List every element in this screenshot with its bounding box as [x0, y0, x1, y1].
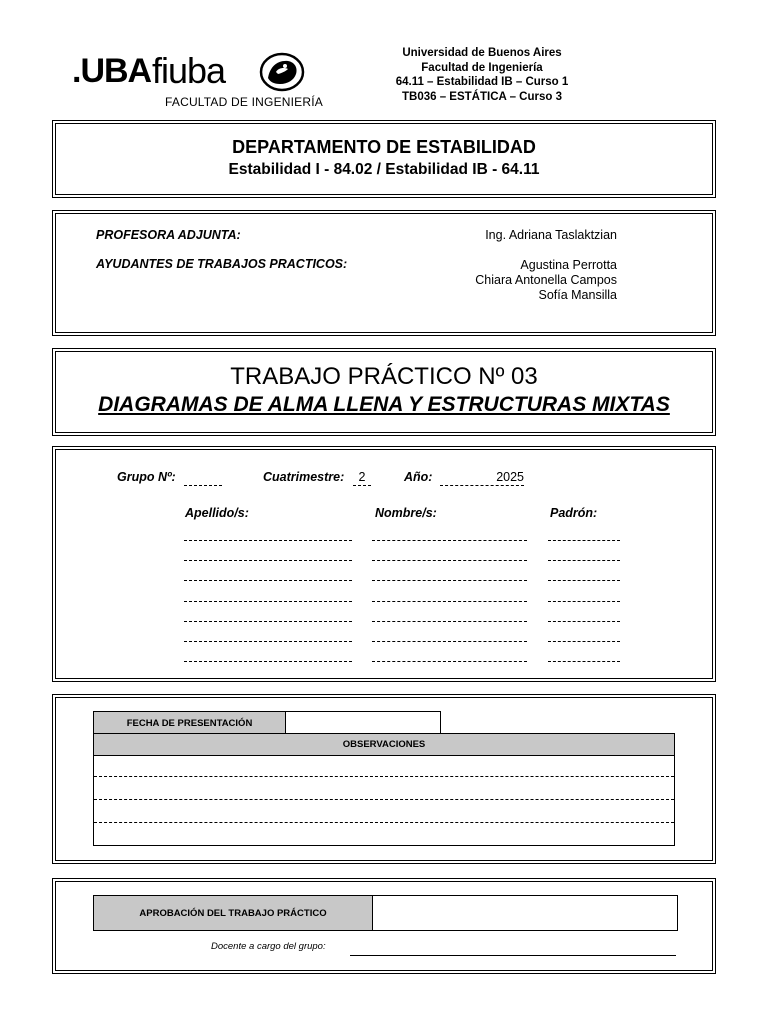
- nombre-column-header: Nombre/s:: [375, 506, 437, 520]
- department-box: [52, 120, 716, 198]
- professor-label: PROFESORA ADJUNTA:: [96, 228, 241, 242]
- anio-label: Año:: [404, 470, 433, 484]
- docente-signature-line[interactable]: [350, 955, 676, 956]
- grupo-label: Grupo Nº:: [117, 470, 176, 484]
- institution-block: [372, 46, 592, 104]
- nombre-field[interactable]: [372, 661, 527, 662]
- apellido-field[interactable]: [184, 621, 352, 622]
- assistant-name: Sofía Mansilla: [538, 288, 617, 302]
- cuatrimestre-label: Cuatrimestre:: [263, 470, 345, 484]
- department-subtitle: Estabilidad I - 84.02 / Estabilidad IB - 64.11: [228, 161, 540, 178]
- approval-field[interactable]: [373, 896, 678, 931]
- apellido-field[interactable]: [184, 601, 352, 602]
- anio-field[interactable]: 2025: [440, 470, 524, 486]
- tp-title: TRABAJO PRÁCTICO Nº 03: [230, 363, 538, 390]
- observaciones-line: [94, 776, 674, 777]
- nombre-field[interactable]: [372, 641, 527, 642]
- assistants-label: AYUDANTES DE TRABAJOS PRACTICOS:: [96, 257, 348, 271]
- nombre-field[interactable]: [372, 621, 527, 622]
- padron-field[interactable]: [548, 621, 620, 622]
- padron-field[interactable]: [548, 661, 620, 662]
- apellido-field[interactable]: [184, 641, 352, 642]
- apellido-column-header: Apellido/s:: [185, 506, 249, 520]
- nombre-field[interactable]: [372, 540, 527, 541]
- padron-field[interactable]: [548, 641, 620, 642]
- padron-field[interactable]: [548, 560, 620, 561]
- approval-label: APROBACIÓN DEL TRABAJO PRÁCTICO: [94, 896, 373, 931]
- approval-table: [93, 895, 678, 931]
- observaciones-header: OBSERVACIONES: [93, 733, 675, 756]
- apellido-field[interactable]: [184, 540, 352, 541]
- docente-label: Docente a cargo del grupo:: [211, 941, 326, 952]
- tp-subtitle: DIAGRAMAS DE ALMA LLENA Y ESTRUCTURAS MIXTAS: [98, 393, 670, 416]
- observaciones-area[interactable]: [93, 755, 675, 846]
- department-title: DEPARTAMENTO DE ESTABILIDAD: [232, 137, 536, 157]
- fecha-field[interactable]: [286, 712, 441, 736]
- apellido-field[interactable]: [184, 580, 352, 581]
- institution-line: TB036 – ESTÁTICA – Curso 3: [402, 90, 562, 103]
- fecha-label: FECHA DE PRESENTACIÓN: [94, 712, 286, 736]
- observaciones-line: [94, 822, 674, 823]
- grupo-field[interactable]: [184, 470, 222, 486]
- logo-fiuba-text: fiuba: [152, 50, 226, 91]
- group-box: [52, 446, 716, 682]
- nombre-field[interactable]: [372, 601, 527, 602]
- professor-name: Ing. Adriana Taslaktzian: [485, 228, 617, 242]
- institution-line: Universidad de Buenos Aires: [402, 47, 562, 59]
- approval-box: [52, 878, 716, 974]
- nombre-field[interactable]: [372, 580, 527, 581]
- tp-box: [52, 348, 716, 436]
- staff-box: [52, 210, 716, 336]
- fiuba-seal-icon: [258, 52, 306, 92]
- logo-subtitle: FACULTAD DE INGENIERÍA: [165, 95, 323, 109]
- observaciones-line: [94, 799, 674, 800]
- padron-field[interactable]: [548, 580, 620, 581]
- padron-field[interactable]: [548, 601, 620, 602]
- logo-uba-text: .UBA: [72, 52, 152, 90]
- nombre-field[interactable]: [372, 560, 527, 561]
- institution-line: 64.11 – Estabilidad IB – Curso 1: [395, 76, 569, 88]
- apellido-field[interactable]: [184, 661, 352, 662]
- padron-column-header: Padrón:: [550, 506, 598, 520]
- cuatrimestre-field[interactable]: 2: [353, 470, 371, 486]
- apellido-field[interactable]: [184, 560, 352, 561]
- institution-line: Facultad de Ingeniería: [421, 61, 543, 74]
- padron-field[interactable]: [548, 540, 620, 541]
- presentation-box: [52, 694, 716, 864]
- assistant-name: Chiara Antonella Campos: [475, 273, 617, 287]
- assistant-name: Agustina Perrotta: [520, 258, 617, 272]
